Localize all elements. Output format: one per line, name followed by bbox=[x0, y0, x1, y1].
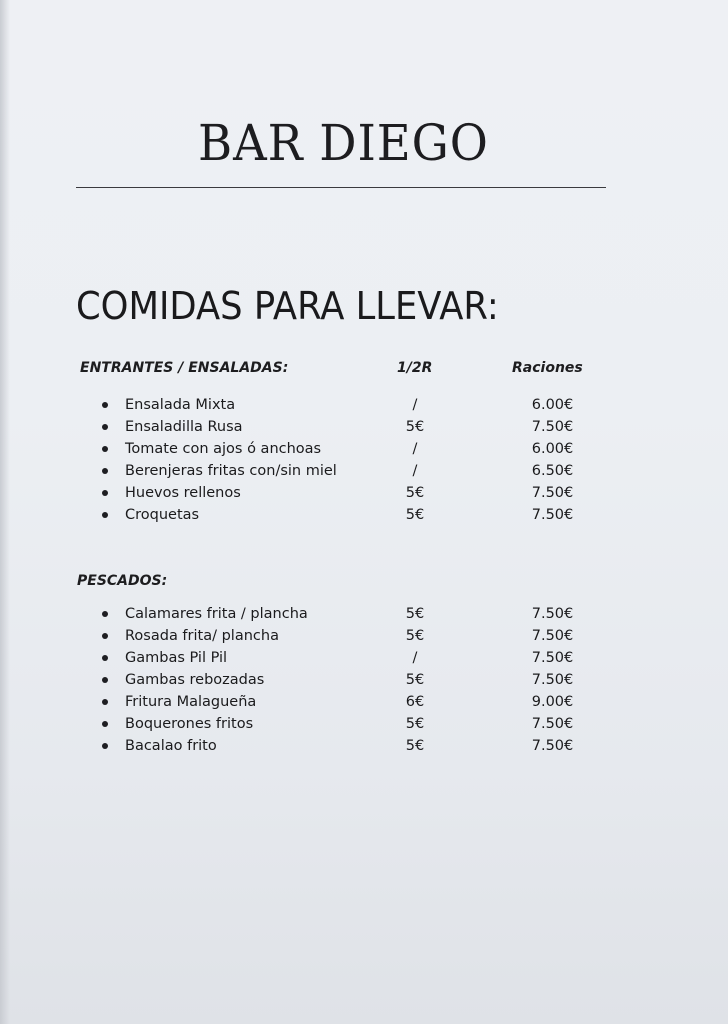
item-name: Ensalada Mixta bbox=[125, 397, 236, 413]
item-half-price: 5€ bbox=[405, 628, 425, 644]
item-ration-price: 6.50€ bbox=[531, 463, 574, 479]
menu-item bbox=[0, 694, 728, 714]
item-half-price: 5€ bbox=[405, 485, 425, 501]
bullet-icon bbox=[102, 490, 108, 496]
item-name: Fritura Malagueña bbox=[125, 694, 257, 710]
item-half-price: 5€ bbox=[405, 507, 425, 523]
item-half-price: 5€ bbox=[405, 419, 425, 435]
menu-item bbox=[0, 628, 728, 648]
bullet-icon bbox=[102, 468, 108, 474]
item-name: Croquetas bbox=[125, 507, 200, 523]
item-name: Boquerones fritos bbox=[125, 716, 254, 732]
bullet-icon bbox=[102, 446, 108, 452]
title-divider bbox=[76, 187, 606, 188]
item-ration-price: 9.00€ bbox=[531, 694, 574, 710]
section-heading-pescados: PESCADOS: bbox=[77, 573, 168, 589]
bullet-icon bbox=[102, 402, 108, 408]
item-ration-price: 7.50€ bbox=[531, 672, 574, 688]
item-name: Huevos rellenos bbox=[125, 485, 241, 501]
item-ration-price: 6.00€ bbox=[531, 397, 574, 413]
item-ration-price: 7.50€ bbox=[531, 738, 574, 754]
item-ration-price: 7.50€ bbox=[531, 485, 574, 501]
item-half-price: 5€ bbox=[405, 672, 425, 688]
column-header-half-ration: 1/2R bbox=[397, 360, 433, 376]
menu-item bbox=[0, 716, 728, 736]
item-name: Gambas rebozadas bbox=[125, 672, 265, 688]
menu-item bbox=[0, 650, 728, 670]
item-name: Gambas Pil Pil bbox=[125, 650, 228, 666]
column-header-ration: Raciones bbox=[512, 360, 583, 376]
item-ration-price: 6.00€ bbox=[531, 441, 574, 457]
item-half-price: 6€ bbox=[405, 694, 425, 710]
menu-item bbox=[0, 507, 728, 527]
menu-item bbox=[0, 419, 728, 439]
bullet-icon bbox=[102, 424, 108, 430]
bullet-icon bbox=[102, 743, 108, 749]
item-half-price: 5€ bbox=[405, 606, 425, 622]
menu-item bbox=[0, 606, 728, 626]
menu-item bbox=[0, 485, 728, 505]
item-half-price: / bbox=[412, 650, 418, 666]
item-half-price: / bbox=[412, 397, 418, 413]
item-ration-price: 7.50€ bbox=[531, 606, 574, 622]
item-ration-price: 7.50€ bbox=[531, 628, 574, 644]
item-half-price: / bbox=[412, 463, 418, 479]
bullet-icon bbox=[102, 611, 108, 617]
bullet-icon bbox=[102, 655, 108, 661]
bullet-icon bbox=[102, 512, 108, 518]
item-name: Ensaladilla Rusa bbox=[125, 419, 243, 435]
section-heading-entrantes: ENTRANTES / ENSALADAS: bbox=[80, 360, 289, 376]
bullet-icon bbox=[102, 699, 108, 705]
bullet-icon bbox=[102, 633, 108, 639]
menu-item bbox=[0, 463, 728, 483]
menu-item bbox=[0, 738, 728, 758]
item-half-price: 5€ bbox=[405, 716, 425, 732]
menu-title: COMIDAS PARA LLEVAR: bbox=[76, 284, 499, 328]
item-name: Berenjeras fritas con/sin miel bbox=[125, 463, 337, 479]
bullet-icon bbox=[102, 677, 108, 683]
menu-item bbox=[0, 397, 728, 417]
item-ration-price: 7.50€ bbox=[531, 716, 574, 732]
item-name: Tomate con ajos ó anchoas bbox=[125, 441, 322, 457]
bullet-icon bbox=[102, 721, 108, 727]
menu-item bbox=[0, 672, 728, 692]
item-name: Bacalao frito bbox=[125, 738, 217, 754]
item-half-price: / bbox=[412, 441, 418, 457]
item-name: Calamares frita / plancha bbox=[125, 606, 308, 622]
item-half-price: 5€ bbox=[405, 738, 425, 754]
restaurant-name: BAR DIEGO bbox=[198, 114, 489, 172]
menu-item bbox=[0, 441, 728, 461]
item-name: Rosada frita/ plancha bbox=[125, 628, 279, 644]
item-ration-price: 7.50€ bbox=[531, 507, 574, 523]
item-ration-price: 7.50€ bbox=[531, 419, 574, 435]
item-ration-price: 7.50€ bbox=[531, 650, 574, 666]
